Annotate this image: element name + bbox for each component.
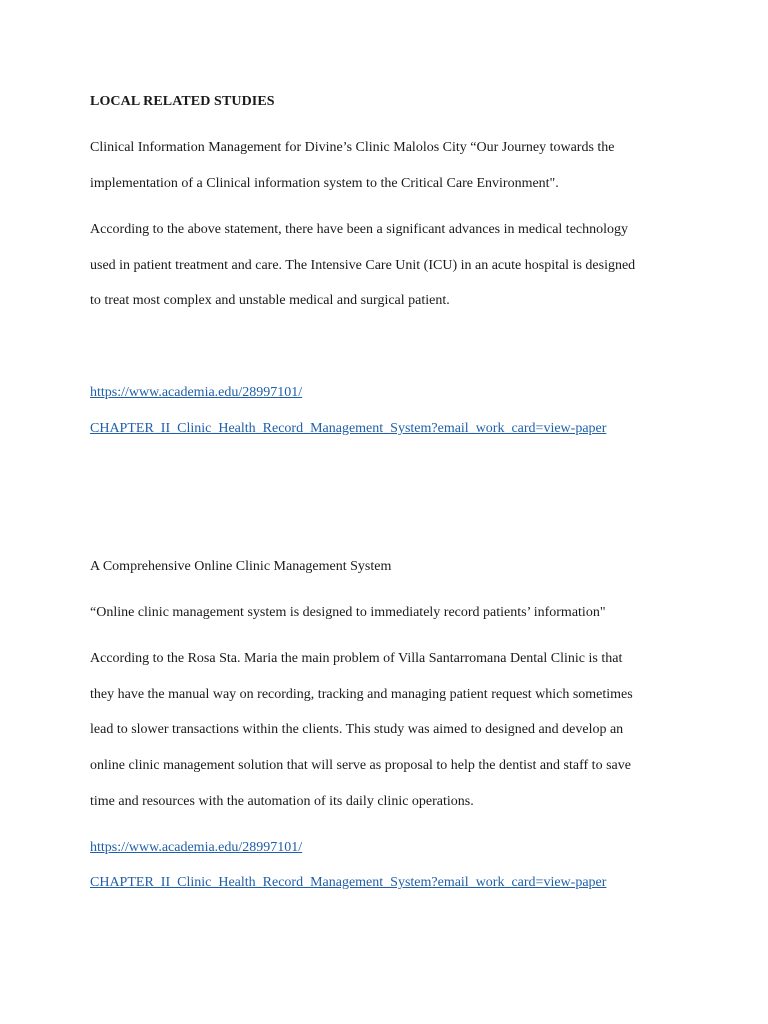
study1-paragraph-line2: used in patient treatment and care. The Intensive Care Unit (ICU) in an acute hospital is designed — [90, 258, 636, 273]
study2-paragraph-line4: online clinic management solution that will serve as proposal to help the dentist and staff to save — [90, 758, 631, 773]
study1-paragraph-line1: According to the above statement, there have been a significant advances in medical technology — [90, 222, 629, 237]
study1-link-line1[interactable]: https://www.academia.edu/28997101/ — [90, 385, 303, 400]
study2-paragraph-line1: According to the Rosa Sta. Maria the main problem of Villa Santarromana Dental Clinic is that — [90, 651, 623, 666]
study1-title-line2: implementation of a Clinical information system to the Critical Care Environment". — [90, 176, 559, 191]
study2-paragraph-line2: they have the manual way on recording, tracking and managing patient request which sometimes — [90, 687, 633, 702]
study2-paragraph-line5: time and resources with the automation of its daily clinic operations. — [90, 794, 474, 809]
study1-paragraph-line3: to treat most complex and unstable medical and surgical patient. — [90, 293, 450, 308]
study2-paragraph-line3: lead to slower transactions within the clients. This study was aimed to designed and develop an — [90, 722, 624, 737]
study2-quote: “Online clinic management system is designed to immediately record patients’ information" — [90, 605, 606, 620]
study1-title-line1: Clinical Information Management for Divine’s Clinic Malolos City “Our Journey towards the — [90, 140, 615, 155]
section-heading: LOCAL RELATED STUDIES — [90, 94, 275, 109]
study2-title: A Comprehensive Online Clinic Management System — [90, 559, 392, 574]
study1-link-line2[interactable]: CHAPTER_II_Clinic_Health_Record_Management_System?email_work_card=view-paper — [90, 421, 607, 436]
study2-link-line2[interactable]: CHAPTER_II_Clinic_Health_Record_Management_System?email_work_card=view-paper — [90, 875, 607, 890]
study2-link-line1[interactable]: https://www.academia.edu/28997101/ — [90, 840, 303, 855]
